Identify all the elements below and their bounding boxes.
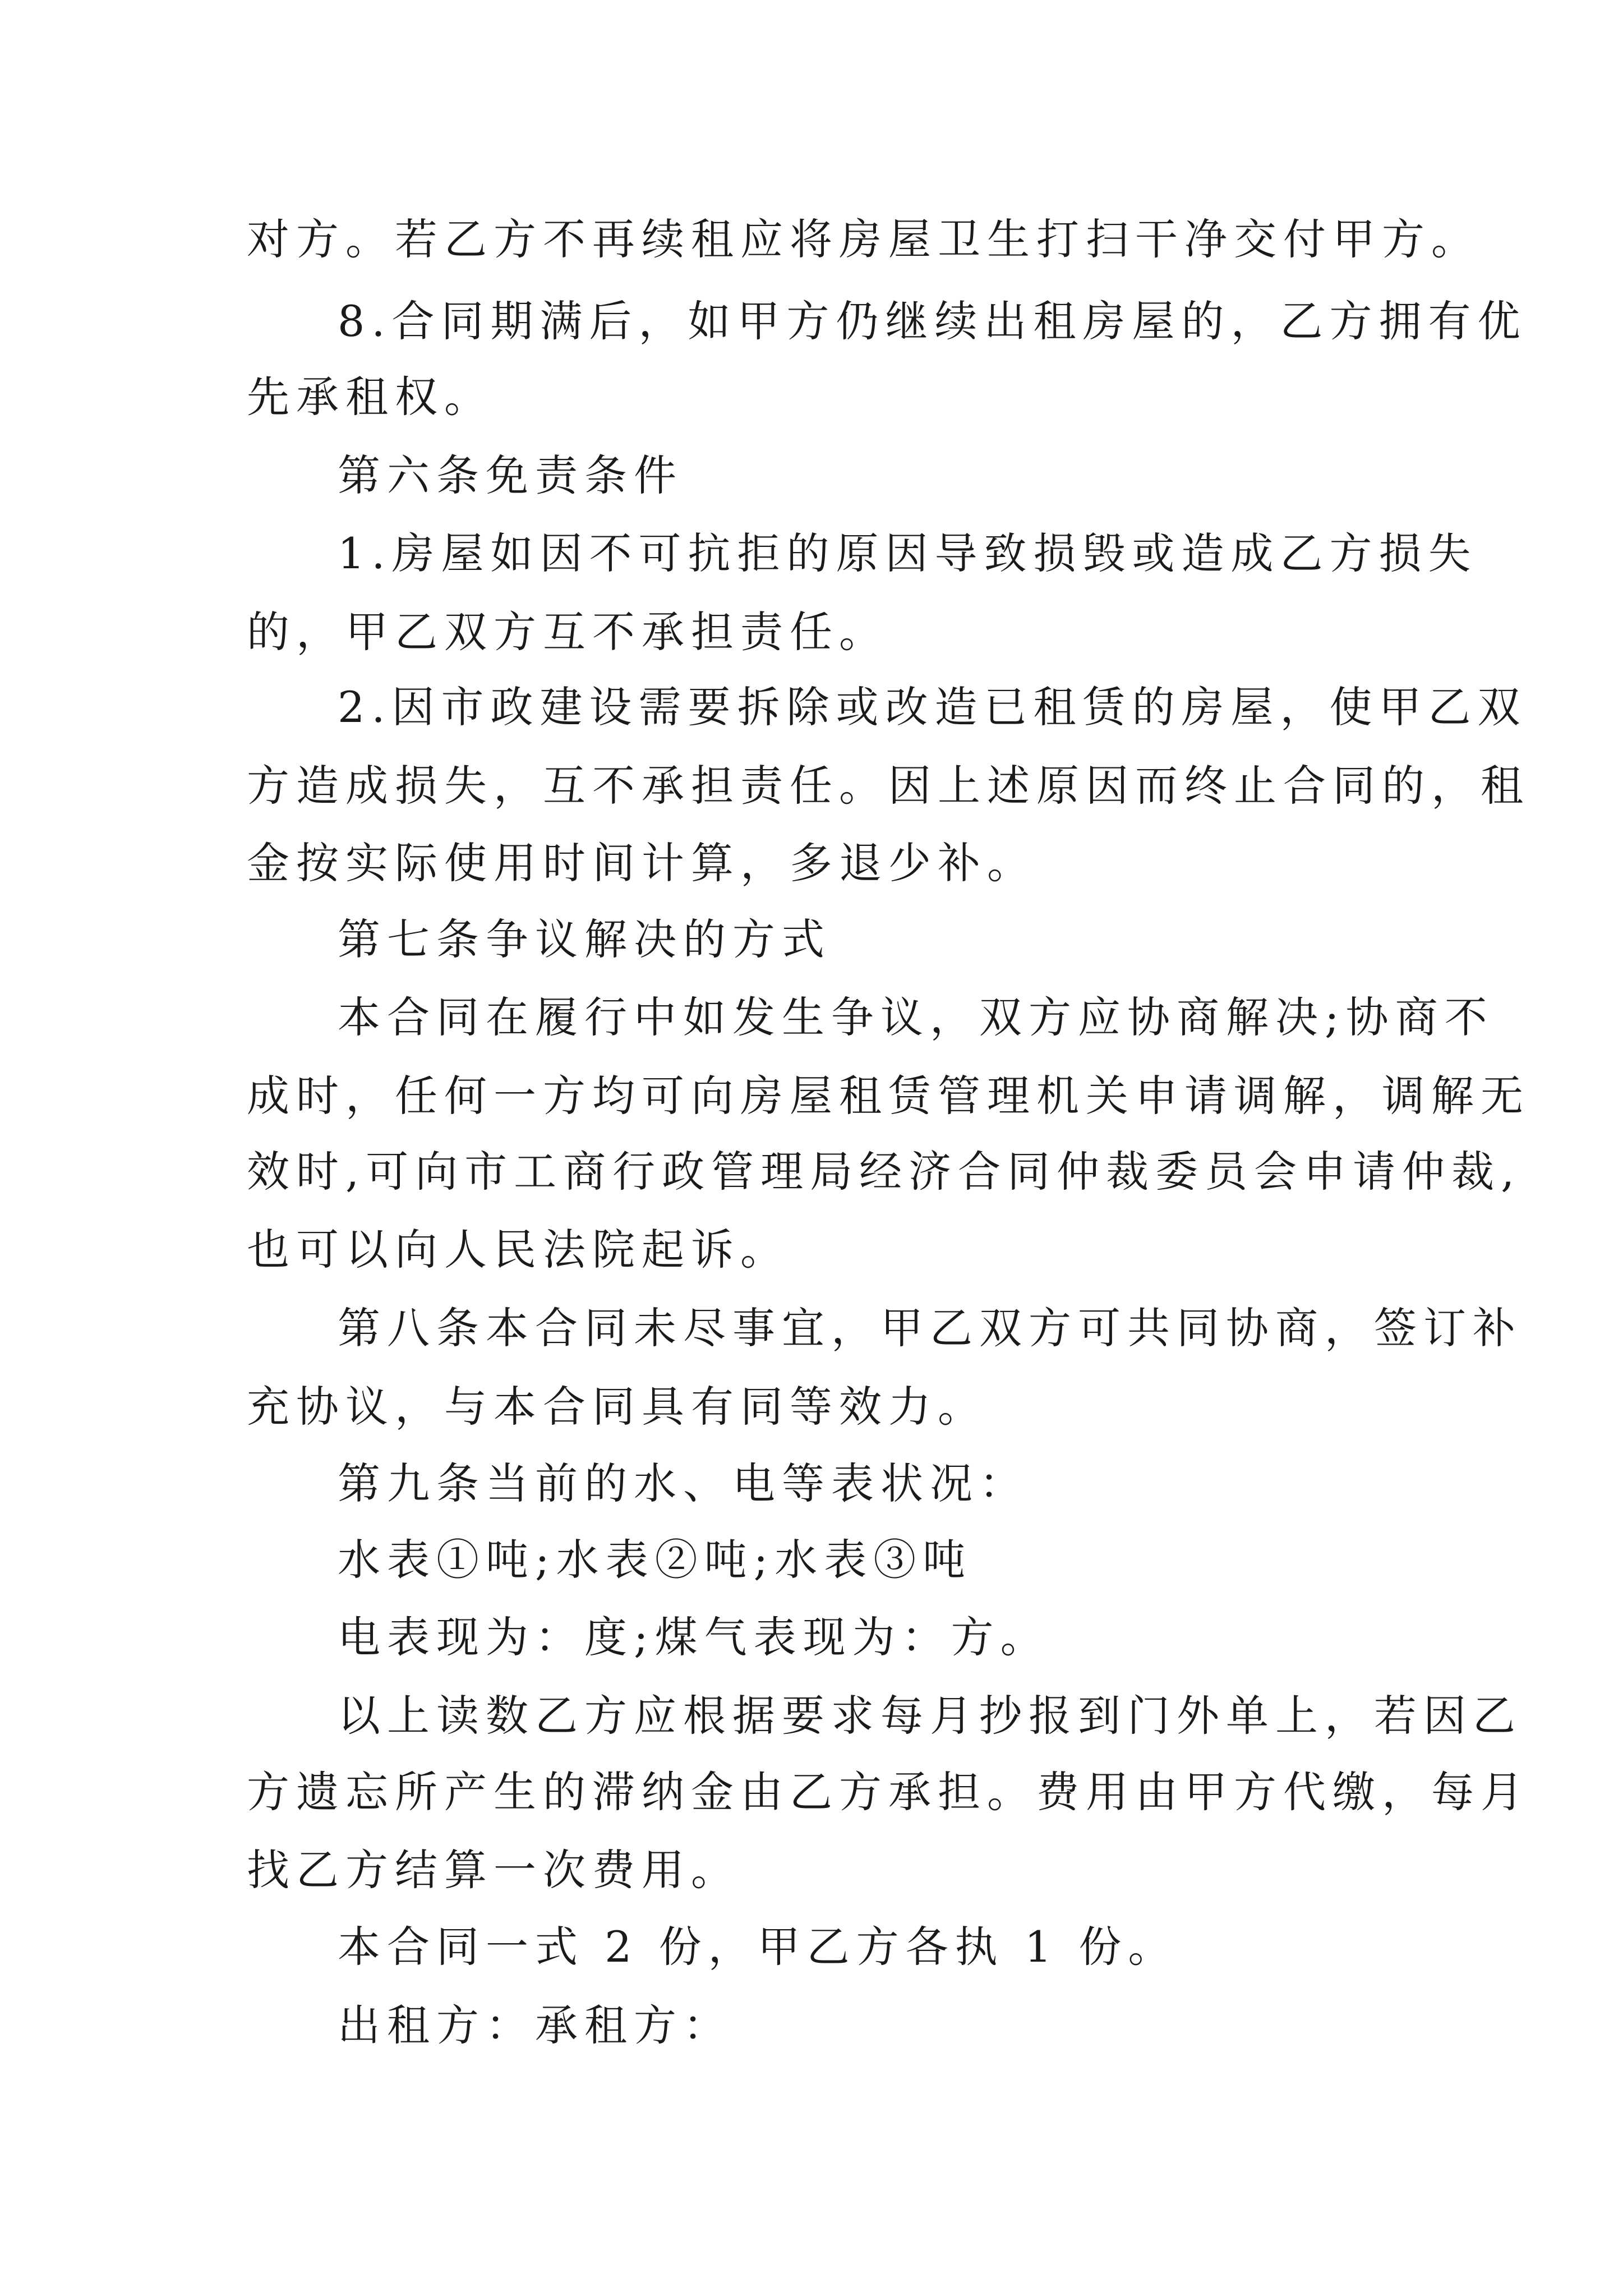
section-heading-article-8: 第八条本合同未尽事宜，甲乙双方可共同协商，签订补 — [338, 1303, 1522, 1353]
paragraph-line: 找乙方结算一次费用。 — [247, 1845, 740, 1895]
section-heading-article-9: 第九条当前的水、电等表状况： — [338, 1458, 1029, 1508]
electric-gas-meter-line: 电表现为：度;煤气表现为：方。 — [338, 1612, 1050, 1662]
paragraph-line: 充协议，与本合同具有同等效力。 — [247, 1382, 987, 1432]
clause-8-line: 8.合同期满后，如甲方仍继续出租房屋的，乙方拥有优 — [338, 296, 1527, 346]
section-heading-article-6: 第六条免责条件 — [338, 450, 683, 500]
paragraph-line: 成时，任何一方均可向房屋租赁管理机关申请调解，调解无 — [247, 1071, 1530, 1121]
clause-1-line: 1.房屋如因不可抗拒的原因导致损毁或造成乙方损失 — [338, 528, 1478, 578]
paragraph-line: 以上读数乙方应根据要求每月抄报到门外单上，若因乙 — [338, 1691, 1522, 1741]
paragraph-line: 先承租权。 — [247, 372, 494, 422]
clause-2-line: 2.因市政建设需要拆除或改造已租赁的房屋，使甲乙双 — [338, 682, 1527, 732]
paragraph-line: 的，甲乙双方互不承担责任。 — [247, 607, 888, 657]
water-meter-line: 水表①吨;水表②吨;水表③吨 — [338, 1535, 972, 1585]
paragraph-line: 也可以向人民法院起诉。 — [247, 1225, 790, 1274]
paragraph-line: 方遗忘所产生的滞纳金由乙方承担。费用由甲方代缴，每月 — [247, 1767, 1530, 1817]
paragraph-line: 效时,可向市工商行政管理局经济合同仲裁委员会申请仲裁, — [247, 1147, 1521, 1197]
paragraph-line: 金按实际使用时间计算，多退少补。 — [247, 838, 1036, 888]
copies-line: 本合同一式 2 份，甲乙方各执 1 份。 — [338, 1922, 1178, 1972]
section-heading-article-7: 第七条争议解决的方式 — [338, 914, 831, 964]
signature-line: 出租方：承租方： — [338, 2000, 732, 2050]
paragraph-line: 本合同在履行中如发生争议，双方应协商解决;协商不 — [338, 992, 1494, 1042]
paragraph-line: 对方。若乙方不再续租应将房屋卫生打扫干净交付甲方。 — [247, 214, 1481, 264]
paragraph-line: 方造成损失，互不承担责任。因上述原因而终止合同的，租 — [247, 761, 1530, 811]
